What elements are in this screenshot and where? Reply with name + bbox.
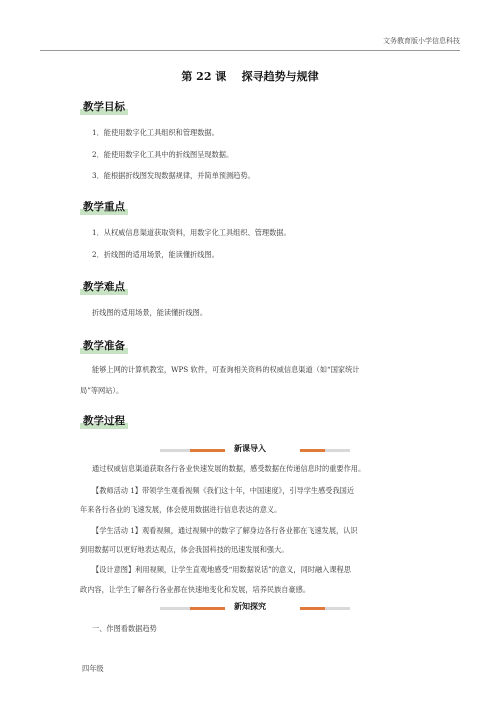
section-heading-process: 教学过程	[80, 415, 128, 428]
objective-item: 3．能根据折线图发现数据规律，并简单预测趋势。	[92, 171, 255, 180]
band-line-right-orange	[300, 449, 325, 452]
key-point-item: 1．从权威信息渠道获取资料，用数字化工具组织、管理数据。	[92, 228, 291, 237]
intro-line: 【教师活动 1】带领学生观看视频《我们这十年，中国速度》，引导学生感受我国近	[92, 486, 355, 495]
intro-line: 年来各行各业的飞速发展，体会使用数据进行信息表达的意义。	[80, 505, 282, 514]
band-title-intro: 新课导入	[234, 444, 266, 453]
page-title	[0, 68, 500, 84]
key-point-item: 2．折线图的适用场景，能读懂折线图。	[92, 250, 219, 259]
band-line-left-gray	[160, 449, 190, 452]
band-line-right-gray	[325, 607, 350, 610]
footer-grade: 四年级	[82, 664, 104, 673]
lesson-number: 第 22 课	[181, 70, 227, 83]
intro-line: 【设计意图】利用视频，让学生直观地感受“用数据说话”的意义，同时融入课程思	[92, 565, 351, 574]
explore-first-item: 一、作图看数据趋势	[92, 624, 157, 633]
preparation-line: 能够上网的计算机教室，WPS 软件，可查询相关资料的权威信息渠道（如“国家统计	[92, 365, 360, 374]
band-title-explore: 新知探究	[234, 602, 266, 611]
header-rule	[40, 50, 460, 51]
section-heading-difficulties: 教学难点	[80, 281, 128, 294]
objective-item: 1．能使用数字化工具组织和管理数据。	[92, 128, 219, 137]
objective-item: 2．能使用数字化工具中的折线图呈现数据。	[92, 150, 234, 159]
section-heading-objectives: 教学目标	[80, 101, 128, 114]
intro-line: 到用数据可以更好地表达观点，体会我国科技的迅速发展和强大。	[80, 545, 289, 554]
band-line-right-gray	[325, 449, 350, 452]
intro-line: 【学生活动 1】观看视频，通过视频中的数字了解身边各行各业都在飞速发展，认识	[92, 526, 358, 535]
section-heading-preparation: 教学准备	[80, 340, 128, 353]
band-line-right-orange	[300, 607, 325, 610]
lesson-title: 探寻趋势与规律	[241, 70, 319, 83]
intro-line: 政内容，让学生了解各行各业都在快速地变化和发展，培养民族自豪感。	[80, 585, 311, 594]
intro-line: 通过权威信息渠道获取各行各业快速发展的数据，感受数据在传递信息时的重要作用。	[92, 464, 366, 473]
band-line-left-gray	[160, 607, 190, 610]
preparation-line: 局”等网站）。	[80, 386, 124, 395]
running-head: 文务教育版小学信息科技	[383, 37, 460, 45]
section-heading-key-points: 教学重点	[80, 201, 128, 214]
difficulty-text: 折线图的适用场景，能读懂折线图。	[92, 308, 208, 317]
